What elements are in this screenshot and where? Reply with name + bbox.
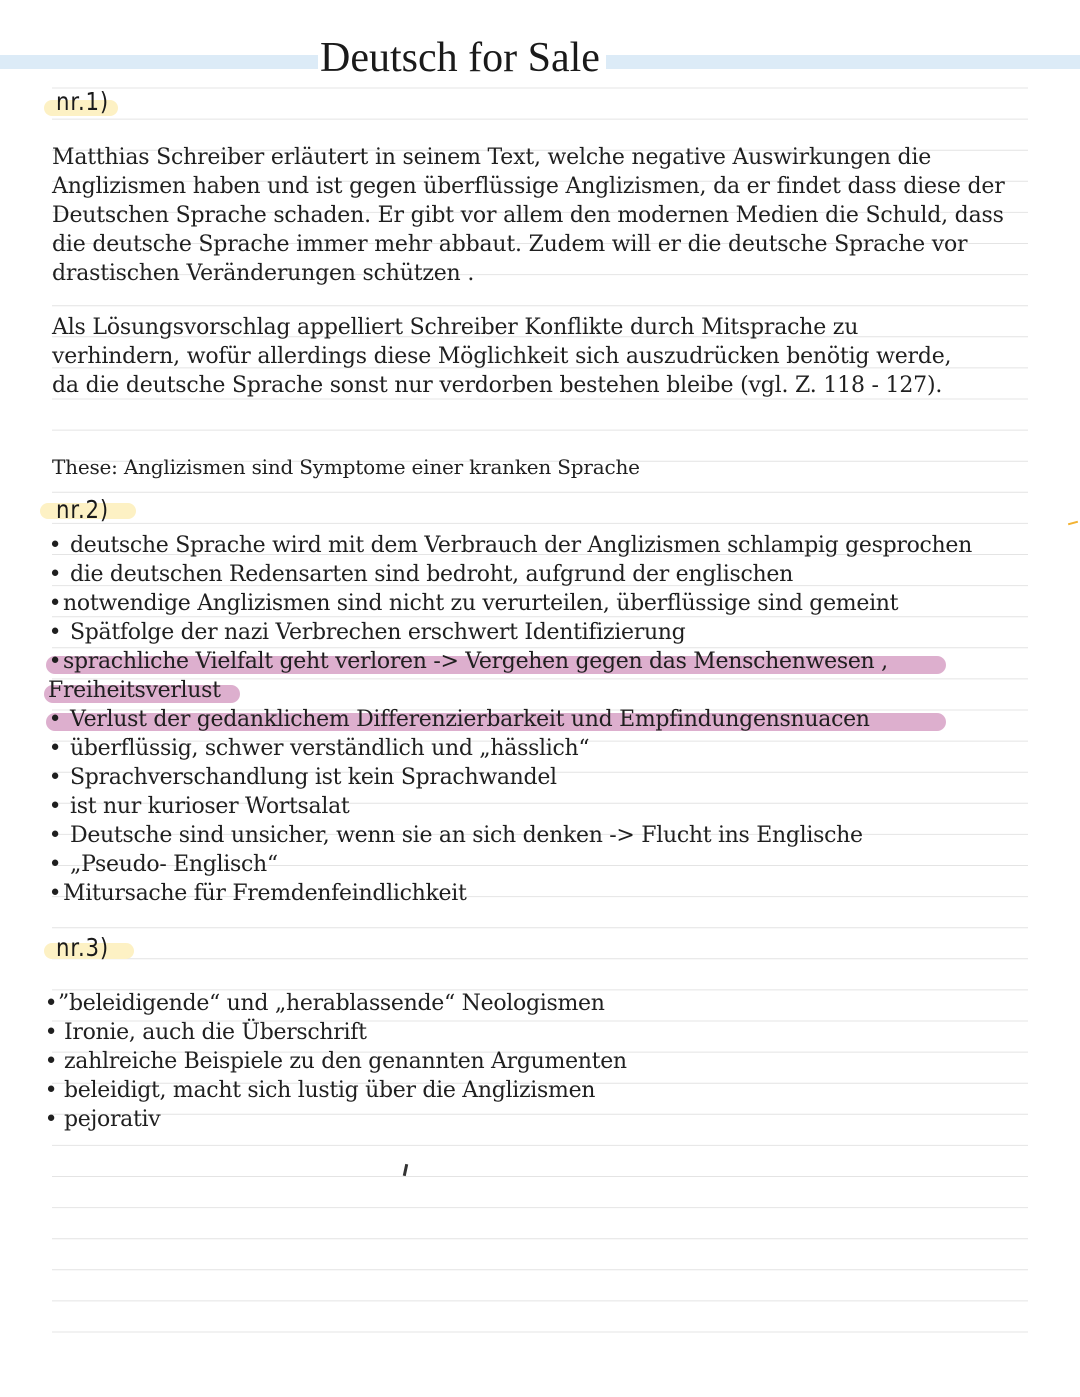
bullet-icon: •: [48, 765, 62, 790]
bullet-icon: •: [44, 1078, 58, 1103]
bullet-icon: •: [48, 823, 62, 848]
bullet-icon: •: [44, 991, 58, 1016]
summary-paragraph-2: Als Lösungsvorschlag appelliert Schreiber Konflikte durch Mitsprache zu verhindern, wofür allerdings diese Möglichkeit sich auszudrücken benötig werde, da die deutsche Sprache sonst nur verdorben bestehen bleibe (vgl. Z. 118 - 127).: [52, 315, 952, 398]
section-heading-nr3: nr.3): [56, 933, 110, 962]
page-title: Deutsch for Sale: [318, 34, 606, 82]
thesis-line: These: Anglizismen sind Symptome einer kranken Sprache: [52, 455, 640, 479]
bullet-icon: •: [48, 736, 62, 761]
bullet-icon: •: [44, 1107, 58, 1132]
bullet-icon: •: [48, 852, 62, 877]
stray-pen-mark: [403, 1164, 408, 1176]
section-heading-nr2: nr.2): [56, 495, 110, 524]
bullet-icon: •: [48, 707, 62, 732]
section-heading-nr1: nr.1): [56, 87, 110, 116]
bullet-icon: •: [48, 591, 62, 616]
bullet-icon: •: [48, 649, 62, 674]
bullet-icon: •: [48, 794, 62, 819]
stray-pen-mark: [1068, 521, 1078, 526]
summary-paragraph-1: Matthias Schreiber erläutert in seinem Text, welche negative Auswirkungen die Anglizismen haben und ist gegen überflüssige Anglizismen, da er findet dass diese der Deutschen Sprache schaden. Er gibt vor allem den modernen Medien die Schuld, dass die deutsche Sprache immer mehr abbaut. Zudem will er die deutsche Sprache vor drastischen Veränderungen schützen .: [52, 145, 1005, 286]
notebook-page: Deutsch for Sale nr.1) Matthias Schreiber erläutert in seinem Text, welche negative Auswirkungen die Anglizismen haben und ist gegen überflüssige Anglizismen, da er findet dass diese der Deutschen Sprache schaden. Er gibt vor allem den modernen Medien die Schuld, dass die deutsche Sprache immer mehr abbaut. Zudem will er die deutsche Sprache vor drastischen Veränderungen schützen . Als Lösungsvorschlag appelliert Schreiber Konflikte durch Mitsprache zu verhindern, wofür allerdings diese Möglichkeit sich auszudrücken benötig werde, da die deutsche Sprache sonst nur verdorben bestehen bleibe (vgl. Z. 118 - 127). These: Anglizismen sind Symptome einer kranken Sprache nr.2) • deutsche Sprache wird mit dem Verbrauch der Anglizismen schlampig gesprochen • die deutschen Redensarten sind bedroht, aufgrund der englischen • notwendige Anglizismen sind nicht zu verurteilen, überflüssige sind gemeint • Spätfolge der nazi Verbrechen erschwert Identifizierung • sprachliche Vielfalt geht verloren -> Vergehen gegen das Menschenwesen , Freiheitsverlust • Verlust der gedanklichem Differenzierbarkeit und Empfindungensnuacen • überflüssig, schwer verständlich und „hässlich“ • Sprachverschandlung ist kein Sprachwandel • ist nur kurioser Wortsalat • Deutsche sind unsicher, wenn sie an sich denken -> Flucht ins Englische • „Pseudo- Englisch“ • Mitursache für Fremdenfeindlichkeit nr.3) • ”beleidigende“ und „herablassende“ Neologismen • Ironie, auch die Überschrift • zahlreiche Beispiele zu den genannten Argumenten • beleidigt, macht sich lustig über die Anglizismen • pejorativ: [0, 0, 1080, 1397]
bullet-icon: •: [48, 620, 62, 645]
bullet-icon: •: [44, 1020, 58, 1045]
bullet-icon: •: [48, 533, 62, 558]
bullet-icon: •: [44, 1049, 58, 1074]
bullet-icon: •: [48, 881, 62, 906]
bullet-icon: •: [48, 562, 62, 587]
